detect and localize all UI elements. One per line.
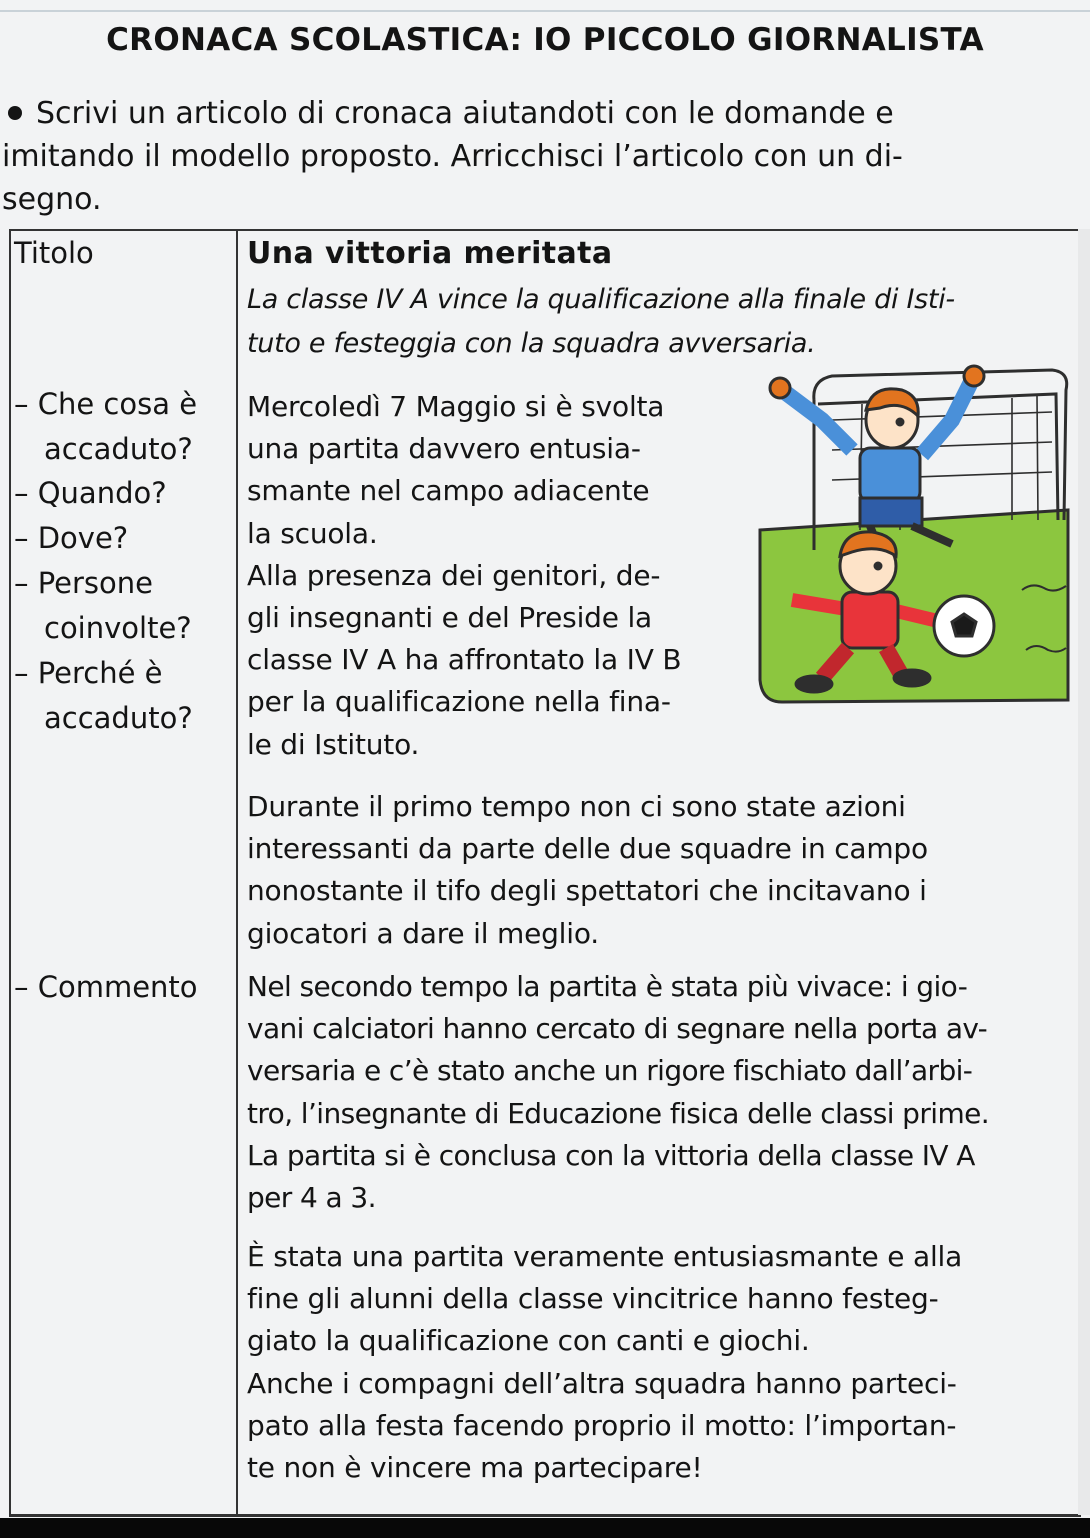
instruction-line-3: segno.: [2, 182, 102, 217]
label-perche: – Perché è: [14, 656, 163, 690]
article-title: Una vittoria meritata: [247, 236, 613, 271]
p2-line: giocatori a dare il meglio.: [247, 916, 599, 950]
p1-line: per la qualificazione nella fina-: [247, 685, 671, 719]
p1-line: classe IV A ha affrontato la IV B: [247, 643, 682, 677]
p4-line: te non è vincere ma partecipare!: [247, 1451, 703, 1485]
p3-line: vani calciatori hanno cercato di segnare nella porta av-: [247, 1012, 988, 1046]
p4-line: giato la qualificazione con canti e giochi.: [247, 1324, 810, 1358]
article-subtitle-2: tuto e festeggia con la squadra avversaria.: [247, 328, 816, 359]
p4-line: fine gli alunni della classe vincitrice hanno festeg-: [247, 1282, 939, 1316]
label-che-cosa: – Che cosa è: [14, 387, 198, 421]
p4-line: Anche i compagni dell’altra squadra hanno parteci-: [247, 1366, 957, 1400]
p2-line: interessanti da parte delle due squadre in campo: [247, 832, 928, 866]
p2-line: nonostante il tifo degli spettatori che incitavano i: [247, 874, 927, 908]
p1-line: le di Istituto.: [247, 727, 420, 761]
instruction-line-1: Scrivi un articolo di cronaca aiutandoti con le domande e: [2, 92, 1088, 135]
paragraph-4: [247, 1236, 962, 1489]
label-perche-2: accaduto?: [44, 701, 193, 735]
page-edge: [1078, 229, 1090, 1515]
column-divider: [236, 229, 238, 1515]
p1-line: smante nel campo adiacente: [247, 474, 650, 508]
p3-line: La partita si è conclusa con la vittoria della classe IV A: [247, 1138, 975, 1172]
bullet-icon: [8, 106, 22, 120]
p3-line: tro, l’insegnante di Educazione fisica delle classi prime.: [247, 1096, 990, 1130]
paragraph-2: [247, 786, 928, 955]
p2-line: Durante il primo tempo non ci sono state azioni: [247, 790, 906, 823]
p3-line: versaria e c’è stato anche un rigore fischiato dall’arbi-: [247, 1054, 973, 1088]
paragraph-3: [247, 966, 989, 1219]
label-che-cosa-2: accaduto?: [44, 432, 193, 466]
article-subtitle-1: La classe IV A vince la qualificazione alla finale di Isti-: [247, 284, 955, 315]
paragraph-1: [247, 386, 681, 766]
label-commento: – Commento: [14, 970, 198, 1004]
p1-line: una partita davvero entusia-: [247, 432, 641, 466]
p3-line: Nel secondo tempo la partita è stata più vivace: i gio-: [247, 970, 968, 1003]
soccer-ball-icon: [934, 596, 994, 656]
p4-line: È stata una partita veramente entusiasmante e alla: [247, 1240, 963, 1273]
p3-line: per 4 a 3.: [247, 1181, 376, 1215]
top-rule: [0, 10, 1090, 12]
p4-line: pato alla festa facendo proprio il motto: l’importan-: [247, 1408, 957, 1442]
p1-line: la scuola.: [247, 516, 378, 550]
page-heading: CRONACA SCOLASTICA: IO PICCOLO GIORNALISTA: [106, 22, 984, 58]
football-illustration: [752, 360, 1074, 706]
label-persone-2: coinvolte?: [44, 611, 192, 645]
p1-line: gli insegnanti e del Preside la: [247, 601, 652, 635]
instruction-text: [2, 92, 1088, 221]
bottom-bar: [0, 1518, 1090, 1538]
label-titolo: Titolo: [14, 236, 94, 270]
label-persone: – Persone: [14, 566, 154, 600]
p1-line: Mercoledì 7 Maggio si è svolta: [247, 390, 665, 423]
instruction-line-2: imitando il modello proposto. Arricchisci l’articolo con un di-: [2, 139, 903, 174]
p1-line: Alla presenza dei genitori, de-: [247, 558, 661, 592]
label-quando: – Quando?: [14, 476, 167, 510]
label-dove: – Dove?: [14, 521, 129, 555]
